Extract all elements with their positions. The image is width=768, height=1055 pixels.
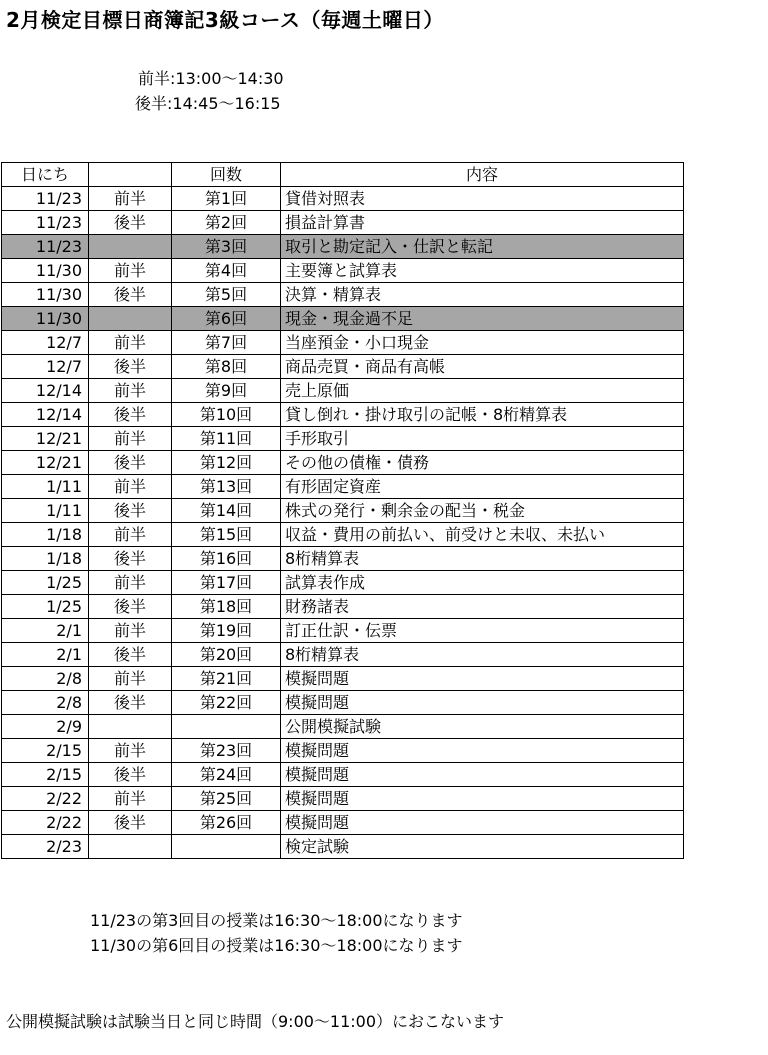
- row-content: 公開模擬試験: [281, 715, 684, 739]
- row-half: 後半: [89, 595, 172, 619]
- table-row: [2, 283, 684, 307]
- row-content: 模擬問題: [281, 691, 684, 715]
- row-half: 前半: [89, 667, 172, 691]
- row-content: 試算表作成: [281, 571, 684, 595]
- row-date: 11/30: [2, 283, 89, 307]
- table-row: [2, 619, 684, 643]
- row-session: [172, 835, 281, 859]
- table-row: [2, 427, 684, 451]
- row-session: 第17回: [172, 571, 281, 595]
- row-half: 後半: [89, 547, 172, 571]
- row-half: 前半: [89, 259, 172, 283]
- table-row: [2, 547, 684, 571]
- row-content: 主要簿と試算表: [281, 259, 684, 283]
- row-half: 後半: [89, 691, 172, 715]
- row-session: 第4回: [172, 259, 281, 283]
- row-content: 模擬問題: [281, 739, 684, 763]
- header-date: 日にち: [2, 163, 89, 187]
- row-session: [172, 715, 281, 739]
- row-half: 後半: [89, 283, 172, 307]
- row-date: 1/18: [2, 523, 89, 547]
- row-session: 第20回: [172, 643, 281, 667]
- table-row: [2, 715, 684, 739]
- row-session: 第6回: [172, 307, 281, 331]
- row-date: 11/23: [2, 187, 89, 211]
- table-row: [2, 379, 684, 403]
- schedule-body: [2, 187, 684, 859]
- row-session: 第25回: [172, 787, 281, 811]
- row-content: 訂正仕訳・伝票: [281, 619, 684, 643]
- row-half: 後半: [89, 355, 172, 379]
- table-row: [2, 571, 684, 595]
- row-half: 前半: [89, 787, 172, 811]
- note-mock-exam: 公開模擬試験は試験当日と同じ時間（9:00～11:00）におこないます: [6, 1012, 505, 1031]
- row-content: 模擬問題: [281, 811, 684, 835]
- row-half: [89, 307, 172, 331]
- table-row: [2, 811, 684, 835]
- table-row: [2, 499, 684, 523]
- first-half-time: 前半:13:00～14:30: [138, 69, 284, 88]
- page-title: 2月検定目標日商簿記3級コース（毎週土曜日）: [6, 8, 444, 32]
- row-session: 第16回: [172, 547, 281, 571]
- row-half: [89, 715, 172, 739]
- table-row: [2, 667, 684, 691]
- schedule-table: [1, 162, 684, 859]
- row-content: 株式の発行・剰余金の配当・税金: [281, 499, 684, 523]
- table-row: [2, 403, 684, 427]
- row-date: 12/7: [2, 355, 89, 379]
- row-half: 後半: [89, 451, 172, 475]
- row-session: 第21回: [172, 667, 281, 691]
- row-half: [89, 235, 172, 259]
- row-date: 2/8: [2, 691, 89, 715]
- row-date: 12/7: [2, 331, 89, 355]
- table-row: [2, 331, 684, 355]
- row-content: その他の債権・債務: [281, 451, 684, 475]
- row-session: 第3回: [172, 235, 281, 259]
- row-date: 11/23: [2, 235, 89, 259]
- table-row: [2, 691, 684, 715]
- row-session: 第14回: [172, 499, 281, 523]
- table-header-row: [2, 163, 684, 187]
- row-date: 2/15: [2, 739, 89, 763]
- table-row: [2, 355, 684, 379]
- row-date: 12/21: [2, 427, 89, 451]
- row-session: 第24回: [172, 763, 281, 787]
- row-content: 貸し倒れ・掛け取引の記帳・8桁精算表: [281, 403, 684, 427]
- row-half: 後半: [89, 499, 172, 523]
- row-session: 第22回: [172, 691, 281, 715]
- row-date: 1/18: [2, 547, 89, 571]
- row-half: 前半: [89, 571, 172, 595]
- row-session: 第9回: [172, 379, 281, 403]
- table-row: [2, 835, 684, 859]
- row-content: 模擬問題: [281, 787, 684, 811]
- row-date: 2/22: [2, 811, 89, 835]
- table-row: [2, 787, 684, 811]
- row-half: [89, 835, 172, 859]
- row-half: 後半: [89, 403, 172, 427]
- row-content: 貸借対照表: [281, 187, 684, 211]
- table-row: [2, 451, 684, 475]
- second-half-time: 後半:14:45～16:15: [135, 94, 281, 113]
- note-session-3: 11/23の第3回目の授業は16:30～18:00になります: [90, 911, 463, 930]
- row-date: 12/21: [2, 451, 89, 475]
- table-row: [2, 235, 684, 259]
- row-content: 有形固定資産: [281, 475, 684, 499]
- row-half: 前半: [89, 739, 172, 763]
- row-half: 前半: [89, 187, 172, 211]
- row-half: 前半: [89, 619, 172, 643]
- row-content: 模擬問題: [281, 667, 684, 691]
- row-session: 第8回: [172, 355, 281, 379]
- row-content: 取引と勘定記入・仕訳と転記: [281, 235, 684, 259]
- table-row: [2, 187, 684, 211]
- table-row: [2, 523, 684, 547]
- table-row: [2, 763, 684, 787]
- row-session: 第13回: [172, 475, 281, 499]
- row-half: 後半: [89, 211, 172, 235]
- row-half: 前半: [89, 331, 172, 355]
- row-date: 2/8: [2, 667, 89, 691]
- row-date: 12/14: [2, 403, 89, 427]
- table-row: [2, 595, 684, 619]
- row-content: 決算・精算表: [281, 283, 684, 307]
- table-row: [2, 643, 684, 667]
- row-content: 売上原価: [281, 379, 684, 403]
- row-half: 後半: [89, 811, 172, 835]
- row-content: 財務諸表: [281, 595, 684, 619]
- row-session: 第2回: [172, 211, 281, 235]
- row-content: 検定試験: [281, 835, 684, 859]
- row-session: 第7回: [172, 331, 281, 355]
- row-content: 手形取引: [281, 427, 684, 451]
- row-content: 8桁精算表: [281, 643, 684, 667]
- row-session: 第19回: [172, 619, 281, 643]
- row-content: 損益計算書: [281, 211, 684, 235]
- row-session: 第18回: [172, 595, 281, 619]
- row-date: 2/1: [2, 619, 89, 643]
- row-date: 2/22: [2, 787, 89, 811]
- row-date: 2/9: [2, 715, 89, 739]
- table-row: [2, 739, 684, 763]
- row-half: 前半: [89, 475, 172, 499]
- row-session: 第10回: [172, 403, 281, 427]
- table-row: [2, 211, 684, 235]
- row-date: 11/30: [2, 307, 89, 331]
- row-session: 第1回: [172, 187, 281, 211]
- row-date: 2/1: [2, 643, 89, 667]
- row-date: 12/14: [2, 379, 89, 403]
- row-half: 後半: [89, 763, 172, 787]
- row-content: 収益・費用の前払い、前受けと未収、未払い: [281, 523, 684, 547]
- table-row: [2, 259, 684, 283]
- row-date: 1/25: [2, 571, 89, 595]
- row-content: 8桁精算表: [281, 547, 684, 571]
- row-date: 1/25: [2, 595, 89, 619]
- row-date: 2/15: [2, 763, 89, 787]
- row-date: 1/11: [2, 499, 89, 523]
- row-session: 第12回: [172, 451, 281, 475]
- row-session: 第11回: [172, 427, 281, 451]
- row-session: 第5回: [172, 283, 281, 307]
- table-row: [2, 475, 684, 499]
- row-content: 当座預金・小口現金: [281, 331, 684, 355]
- header-session: 回数: [172, 163, 281, 187]
- row-date: 2/23: [2, 835, 89, 859]
- table-row: [2, 307, 684, 331]
- row-half: 前半: [89, 379, 172, 403]
- row-date: 11/30: [2, 259, 89, 283]
- row-date: 11/23: [2, 211, 89, 235]
- row-content: 現金・現金過不足: [281, 307, 684, 331]
- row-session: 第23回: [172, 739, 281, 763]
- row-content: 模擬問題: [281, 763, 684, 787]
- row-content: 商品売買・商品有高帳: [281, 355, 684, 379]
- row-date: 1/11: [2, 475, 89, 499]
- header-half: [89, 163, 172, 187]
- row-session: 第15回: [172, 523, 281, 547]
- row-session: 第26回: [172, 811, 281, 835]
- row-half: 前半: [89, 427, 172, 451]
- header-content: 内容: [281, 163, 684, 187]
- note-session-6: 11/30の第6回目の授業は16:30～18:00になります: [90, 936, 463, 955]
- row-half: 前半: [89, 523, 172, 547]
- row-half: 後半: [89, 643, 172, 667]
